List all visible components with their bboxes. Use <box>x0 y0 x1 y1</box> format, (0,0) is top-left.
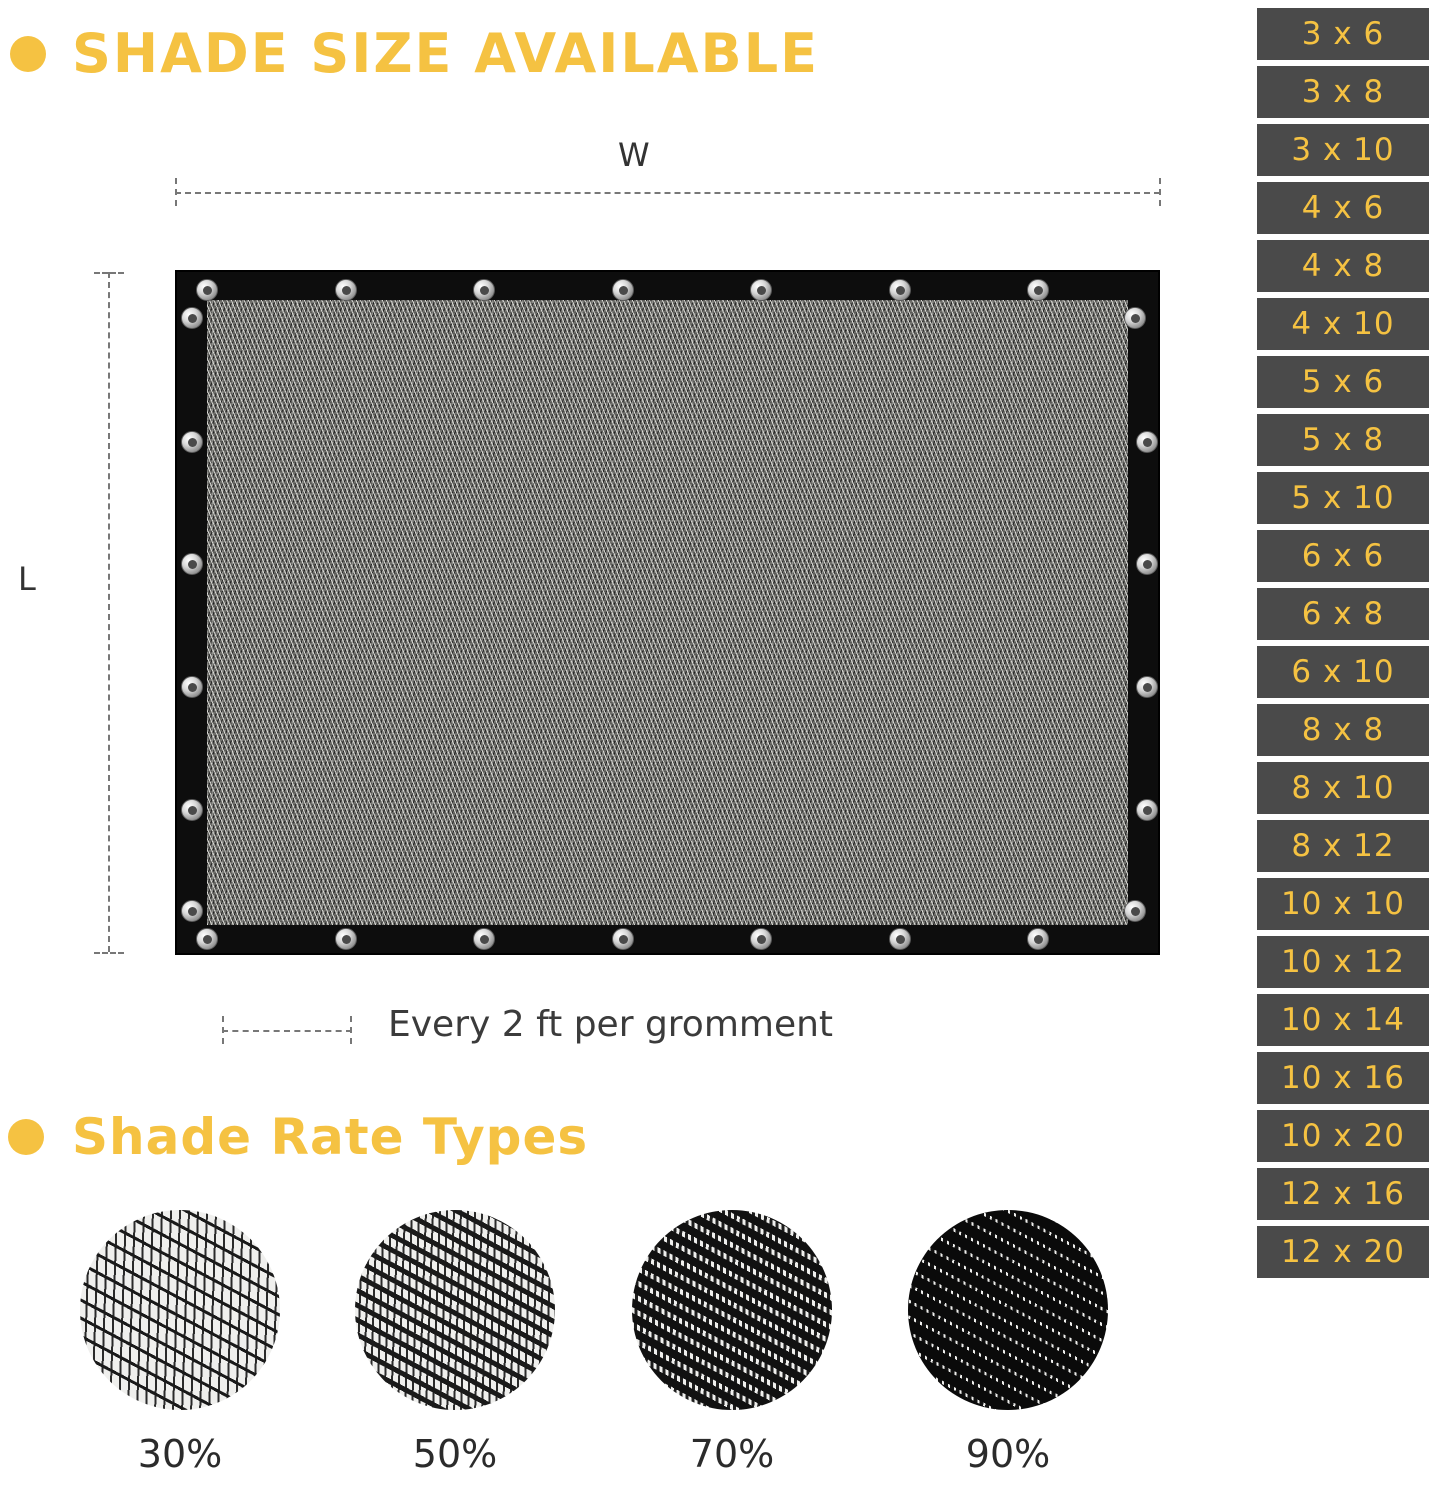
shade-rate-list <box>0 1210 1260 1485</box>
size-chip[interactable]: 10 x 20 <box>1257 1110 1429 1162</box>
bullet-dot-icon <box>10 36 46 72</box>
grommet <box>1027 928 1049 950</box>
size-chip[interactable]: 8 x 10 <box>1257 762 1429 814</box>
shade-mesh-fabric <box>207 300 1128 925</box>
grommet <box>612 928 634 950</box>
length-dimension-cap-bottom <box>94 952 124 954</box>
length-dimension-line <box>108 272 110 952</box>
bullet-dot-icon <box>8 1119 44 1155</box>
shade-rate-title-label: Shade Rate Types <box>72 1108 589 1166</box>
grommet <box>1027 279 1049 301</box>
grommet <box>1136 676 1158 698</box>
size-chip[interactable]: 8 x 12 <box>1257 820 1429 872</box>
grommet <box>889 928 911 950</box>
shade-swatch-50-icon <box>355 1210 555 1410</box>
grommet <box>335 279 357 301</box>
grommet <box>181 553 203 575</box>
size-list <box>1257 8 1429 1278</box>
shade-rate-item <box>40 1210 320 1476</box>
width-dimension-cap-right <box>1159 178 1161 206</box>
size-chip[interactable]: 12 x 16 <box>1257 1168 1429 1220</box>
shade-swatch-70-icon <box>632 1210 832 1410</box>
size-chip[interactable]: 10 x 12 <box>1257 936 1429 988</box>
width-dimension-line <box>175 192 1160 194</box>
grommet <box>181 799 203 821</box>
size-chip[interactable]: 8 x 8 <box>1257 704 1429 756</box>
grommet <box>335 928 357 950</box>
shade-rate-label: 50% <box>412 1432 498 1476</box>
grommet <box>750 928 772 950</box>
grommet <box>181 431 203 453</box>
shade-rate-label: 90% <box>965 1432 1051 1476</box>
shade-swatch-30-icon <box>80 1210 280 1410</box>
size-chip[interactable]: 5 x 8 <box>1257 414 1429 466</box>
page-title <box>10 22 819 85</box>
grommet <box>612 279 634 301</box>
grommet <box>181 676 203 698</box>
width-dimension-cap-left <box>175 178 177 206</box>
grommet-spacing-note: Every 2 ft per gromment <box>388 1004 834 1045</box>
size-chip[interactable]: 5 x 10 <box>1257 472 1429 524</box>
shade-rate-item <box>592 1210 872 1476</box>
grommet <box>473 279 495 301</box>
size-chip[interactable]: 3 x 10 <box>1257 124 1429 176</box>
size-chip[interactable]: 12 x 20 <box>1257 1226 1429 1278</box>
size-chip[interactable]: 6 x 6 <box>1257 530 1429 582</box>
grommet <box>1136 553 1158 575</box>
size-chip[interactable]: 10 x 16 <box>1257 1052 1429 1104</box>
size-chip[interactable]: 4 x 8 <box>1257 240 1429 292</box>
grommet-spacing-cap-left <box>222 1016 224 1044</box>
size-chip[interactable]: 3 x 8 <box>1257 66 1429 118</box>
shade-cloth-panel <box>175 270 1160 955</box>
size-chip[interactable]: 4 x 10 <box>1257 298 1429 350</box>
page-title-label: SHADE SIZE AVAILABLE <box>72 22 820 85</box>
grommet-spacing-line <box>222 1030 352 1032</box>
shade-swatch-90-icon <box>908 1210 1108 1410</box>
size-chip[interactable]: 10 x 10 <box>1257 878 1429 930</box>
grommet <box>1136 431 1158 453</box>
shade-rate-title <box>8 1108 588 1166</box>
size-chip[interactable]: 4 x 6 <box>1257 182 1429 234</box>
shade-rate-label: 70% <box>689 1432 775 1476</box>
grommet <box>1124 900 1146 922</box>
size-chip[interactable]: 6 x 10 <box>1257 646 1429 698</box>
width-dimension-label: W <box>618 136 650 174</box>
size-chip[interactable]: 3 x 6 <box>1257 8 1429 60</box>
shade-rate-item <box>315 1210 595 1476</box>
grommet <box>196 279 218 301</box>
shade-diagram <box>0 120 1260 1080</box>
grommet <box>196 928 218 950</box>
length-dimension-cap-top <box>94 272 124 274</box>
size-chip[interactable]: 6 x 8 <box>1257 588 1429 640</box>
shade-rate-label: 30% <box>137 1432 223 1476</box>
size-chip[interactable]: 10 x 14 <box>1257 994 1429 1046</box>
grommet <box>1136 799 1158 821</box>
grommet <box>181 900 203 922</box>
grommet <box>473 928 495 950</box>
grommet <box>889 279 911 301</box>
grommet <box>1124 307 1146 329</box>
shade-rate-item <box>868 1210 1148 1476</box>
grommet <box>181 307 203 329</box>
grommet-spacing-cap-right <box>350 1016 352 1044</box>
size-chip[interactable]: 5 x 6 <box>1257 356 1429 408</box>
length-dimension-label: L <box>18 560 36 598</box>
grommet <box>750 279 772 301</box>
